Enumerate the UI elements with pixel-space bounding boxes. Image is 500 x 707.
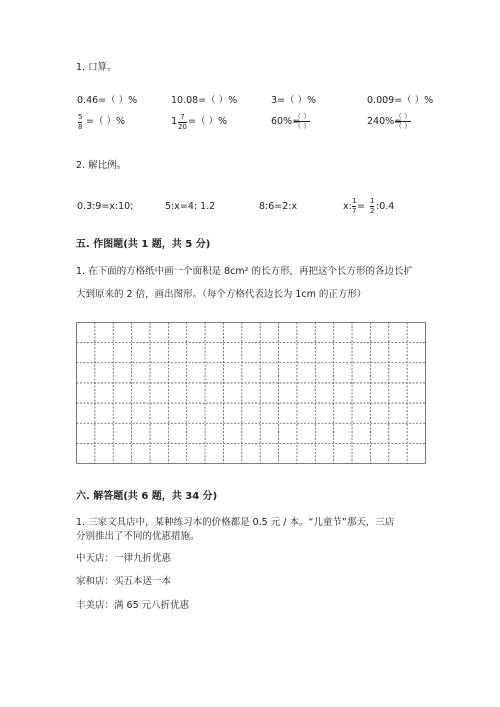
question-1-title: 1. 口算。 xyxy=(76,62,117,73)
proportion-2: 5:x=4: 1.2 xyxy=(165,201,216,212)
proportion-1: 0.3:9=x:10; xyxy=(77,201,134,212)
section-6-heading: 六. 解答题(共 6 题，共 34 分) xyxy=(76,491,218,502)
fraction-1-7: 1 7 xyxy=(352,197,357,215)
section-5-heading: 五. 作图题(共 1 题，共 5 分) xyxy=(76,239,211,250)
calc-item-6: =（ ）% xyxy=(188,116,228,127)
proportion-4-eq: = xyxy=(357,201,365,212)
calc-item-2: 10.08=（ ）% xyxy=(171,95,238,106)
proportion-3: 8:6=2:x xyxy=(259,201,298,212)
fraction-blank-1: （ ） （ ） xyxy=(294,112,311,130)
section-6-question-line-2: 分别推出了不同的优惠措施。 xyxy=(76,531,200,542)
calc-item-1: 0.46=（ ）% xyxy=(77,95,138,106)
calc-item-8-lead: 240%= xyxy=(367,116,403,127)
mixed-whole: 1 xyxy=(171,116,178,127)
question-2-title: 2. 解比例。 xyxy=(76,160,127,171)
fraction-1-2: 1 2 xyxy=(370,197,375,215)
fraction-blank-2: （ ） （ ） xyxy=(395,112,412,130)
fraction-5-8: 5 8 xyxy=(78,113,83,131)
square-grid-paper[interactable] xyxy=(76,322,426,464)
section-5-question-line-1: 1. 在下面的方格纸中画一个面积是 8cm² 的长方形，再把这个长方形的各边长扩 xyxy=(76,266,413,277)
proportion-4-lead: x: xyxy=(343,201,352,212)
fraction-7-20: 7 20 xyxy=(178,113,187,131)
calc-item-3: 3=（ ）% xyxy=(271,95,317,106)
section-5-question-line-2: 大到原来的 2 倍，画出图形。（每个方格代表边长为 1cm 的正方形） xyxy=(76,289,367,300)
store-jiahe: 家和店：买五本送一本 xyxy=(76,576,172,587)
calc-item-4: 0.009=（ ）% xyxy=(367,95,434,106)
calc-item-7-lead: 60%= xyxy=(271,116,301,127)
proportion-4-tail: :0.4 xyxy=(376,201,395,212)
calc-item-5: =（ ）% xyxy=(86,116,126,127)
section-6-question-line-1: 1. 三家文具店中，某种练习本的价格都是 0.5 元 / 本。“儿童节”那天，三店 xyxy=(76,517,395,528)
store-zhongtian: 中天店：一律九折优惠 xyxy=(76,553,172,564)
store-fengmei: 丰美店：满 65 元八折优惠 xyxy=(76,600,190,611)
